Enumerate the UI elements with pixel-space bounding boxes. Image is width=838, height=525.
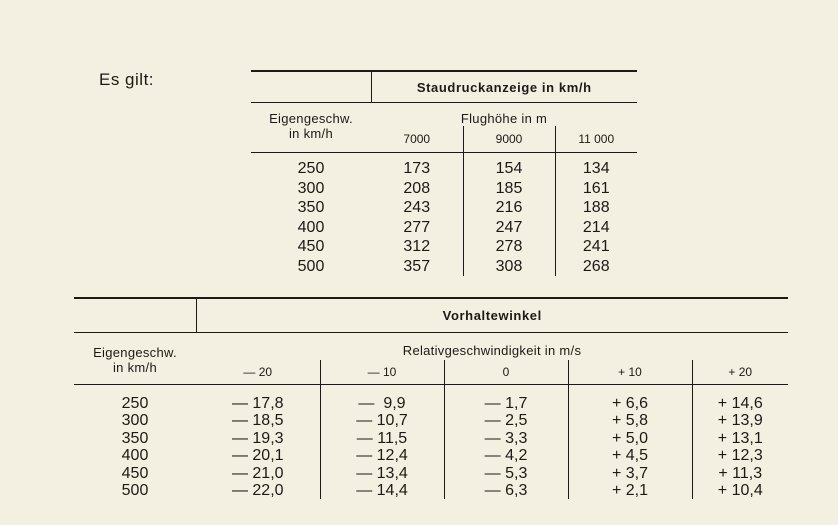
table-cell: 250: [121, 395, 149, 412]
table1-subheader: Flughöhe in m: [460, 111, 548, 126]
vorhaltewinkel-table: [74, 297, 788, 499]
table1-value-column: [371, 153, 463, 277]
table1-row-label-1: Eigengeschw.: [269, 111, 353, 126]
table-cell: — 14,4: [356, 482, 408, 500]
table-cell: — 3,3: [484, 429, 528, 447]
table1-col-header: 7000: [403, 132, 431, 146]
table-cell: + 4,5: [611, 447, 649, 465]
table-cell: 188: [582, 199, 610, 216]
table-cell: + 2,1: [611, 482, 649, 500]
table-cell: — 12,4: [356, 447, 408, 465]
table-cell: 450: [121, 464, 149, 482]
table-cell: + 5,8: [611, 412, 649, 430]
table-cell: 500: [297, 257, 325, 275]
table-cell: 350: [121, 429, 149, 447]
table-cell: 312: [403, 238, 431, 255]
table-cell: 277: [403, 218, 431, 236]
table1-col-header: 11 000: [555, 126, 637, 153]
table2-col-header: + 20: [692, 360, 788, 385]
table2-header: Vorhaltewinkel: [196, 298, 788, 333]
table-cell: — 1,7: [484, 395, 528, 412]
table-cell: 357: [403, 257, 431, 275]
table2-col-header: 0: [444, 360, 568, 385]
table-cell: 500: [121, 482, 149, 500]
table-cell: — 18,5: [231, 412, 284, 430]
table-cell: 154: [495, 160, 523, 177]
table-cell: — 17,8: [231, 395, 284, 412]
table-cell: — 11,5: [356, 429, 408, 447]
table-cell: 278: [495, 238, 523, 255]
table-cell: 185: [495, 179, 523, 197]
table2-value-column: [568, 385, 692, 500]
table-cell: + 6,6: [611, 395, 649, 412]
table-cell: 208: [403, 179, 431, 197]
table-cell: 241: [582, 238, 610, 255]
table2-row-label-1: Eigengeschw.: [93, 345, 177, 360]
table-cell: + 14,6: [717, 395, 763, 412]
table-cell: — 4,2: [484, 447, 528, 465]
table2-speed-column: [74, 385, 196, 500]
table-cell: — 9,9: [358, 395, 406, 412]
table-cell: 250: [297, 160, 325, 177]
table1-row-label-2: in km/h: [288, 126, 333, 141]
intro-text: Es gilt:: [99, 70, 155, 89]
table1-header: Staudruckanzeige in km/h: [371, 71, 637, 103]
table-cell: — 5,3: [484, 464, 528, 482]
staudruck-table: [251, 70, 637, 276]
table-cell: + 13,1: [717, 429, 763, 447]
table-cell: 243: [403, 199, 431, 216]
table-cell: 268: [582, 257, 610, 275]
table2-value-column: [444, 385, 568, 500]
table-cell: 350: [297, 199, 325, 216]
table-cell: + 3,7: [611, 464, 649, 482]
table1-col-header: 9000: [463, 126, 555, 153]
table-cell: — 22,0: [231, 482, 284, 500]
table-cell: 161: [582, 179, 610, 197]
table-cell: — 21,0: [231, 464, 284, 482]
table2-value-column: [692, 385, 788, 500]
table-cell: + 13,9: [717, 412, 763, 430]
table-cell: 173: [403, 160, 431, 177]
table-cell: + 12,3: [717, 447, 763, 465]
table1-value-column: [555, 153, 637, 277]
table2-subheader: Relativgeschwindigkeit in m/s: [402, 343, 582, 358]
table-cell: 247: [495, 218, 523, 236]
table2-col-header: — 20: [243, 365, 273, 379]
table2-col-header: — 10: [320, 360, 444, 385]
table1-speed-column: [251, 153, 371, 277]
table2-value-column: [320, 385, 444, 500]
table-cell: 450: [297, 238, 325, 255]
table-cell: — 13,4: [356, 464, 408, 482]
table-cell: — 20,1: [231, 447, 284, 465]
table-cell: — 19,3: [231, 429, 284, 447]
table1-value-column: [463, 153, 555, 277]
table-cell: + 5,0: [611, 429, 649, 447]
table-cell: 400: [297, 218, 325, 236]
table2-col-header: + 10: [568, 360, 692, 385]
table-cell: 308: [495, 257, 523, 275]
table-cell: + 10,4: [717, 482, 763, 500]
table-cell: 214: [582, 218, 610, 236]
table-cell: 134: [582, 160, 610, 177]
table-cell: — 2,5: [484, 412, 528, 430]
table-cell: + 11,3: [718, 464, 763, 482]
table-cell: — 6,3: [484, 482, 528, 500]
table-cell: — 10,7: [356, 412, 408, 430]
table-cell: 216: [495, 199, 523, 216]
table-cell: 400: [121, 447, 149, 465]
table-cell: 300: [121, 412, 149, 430]
table2-row-label-2: in km/h: [112, 360, 157, 375]
table2-value-column: [196, 385, 320, 500]
table-cell: 300: [297, 179, 325, 197]
